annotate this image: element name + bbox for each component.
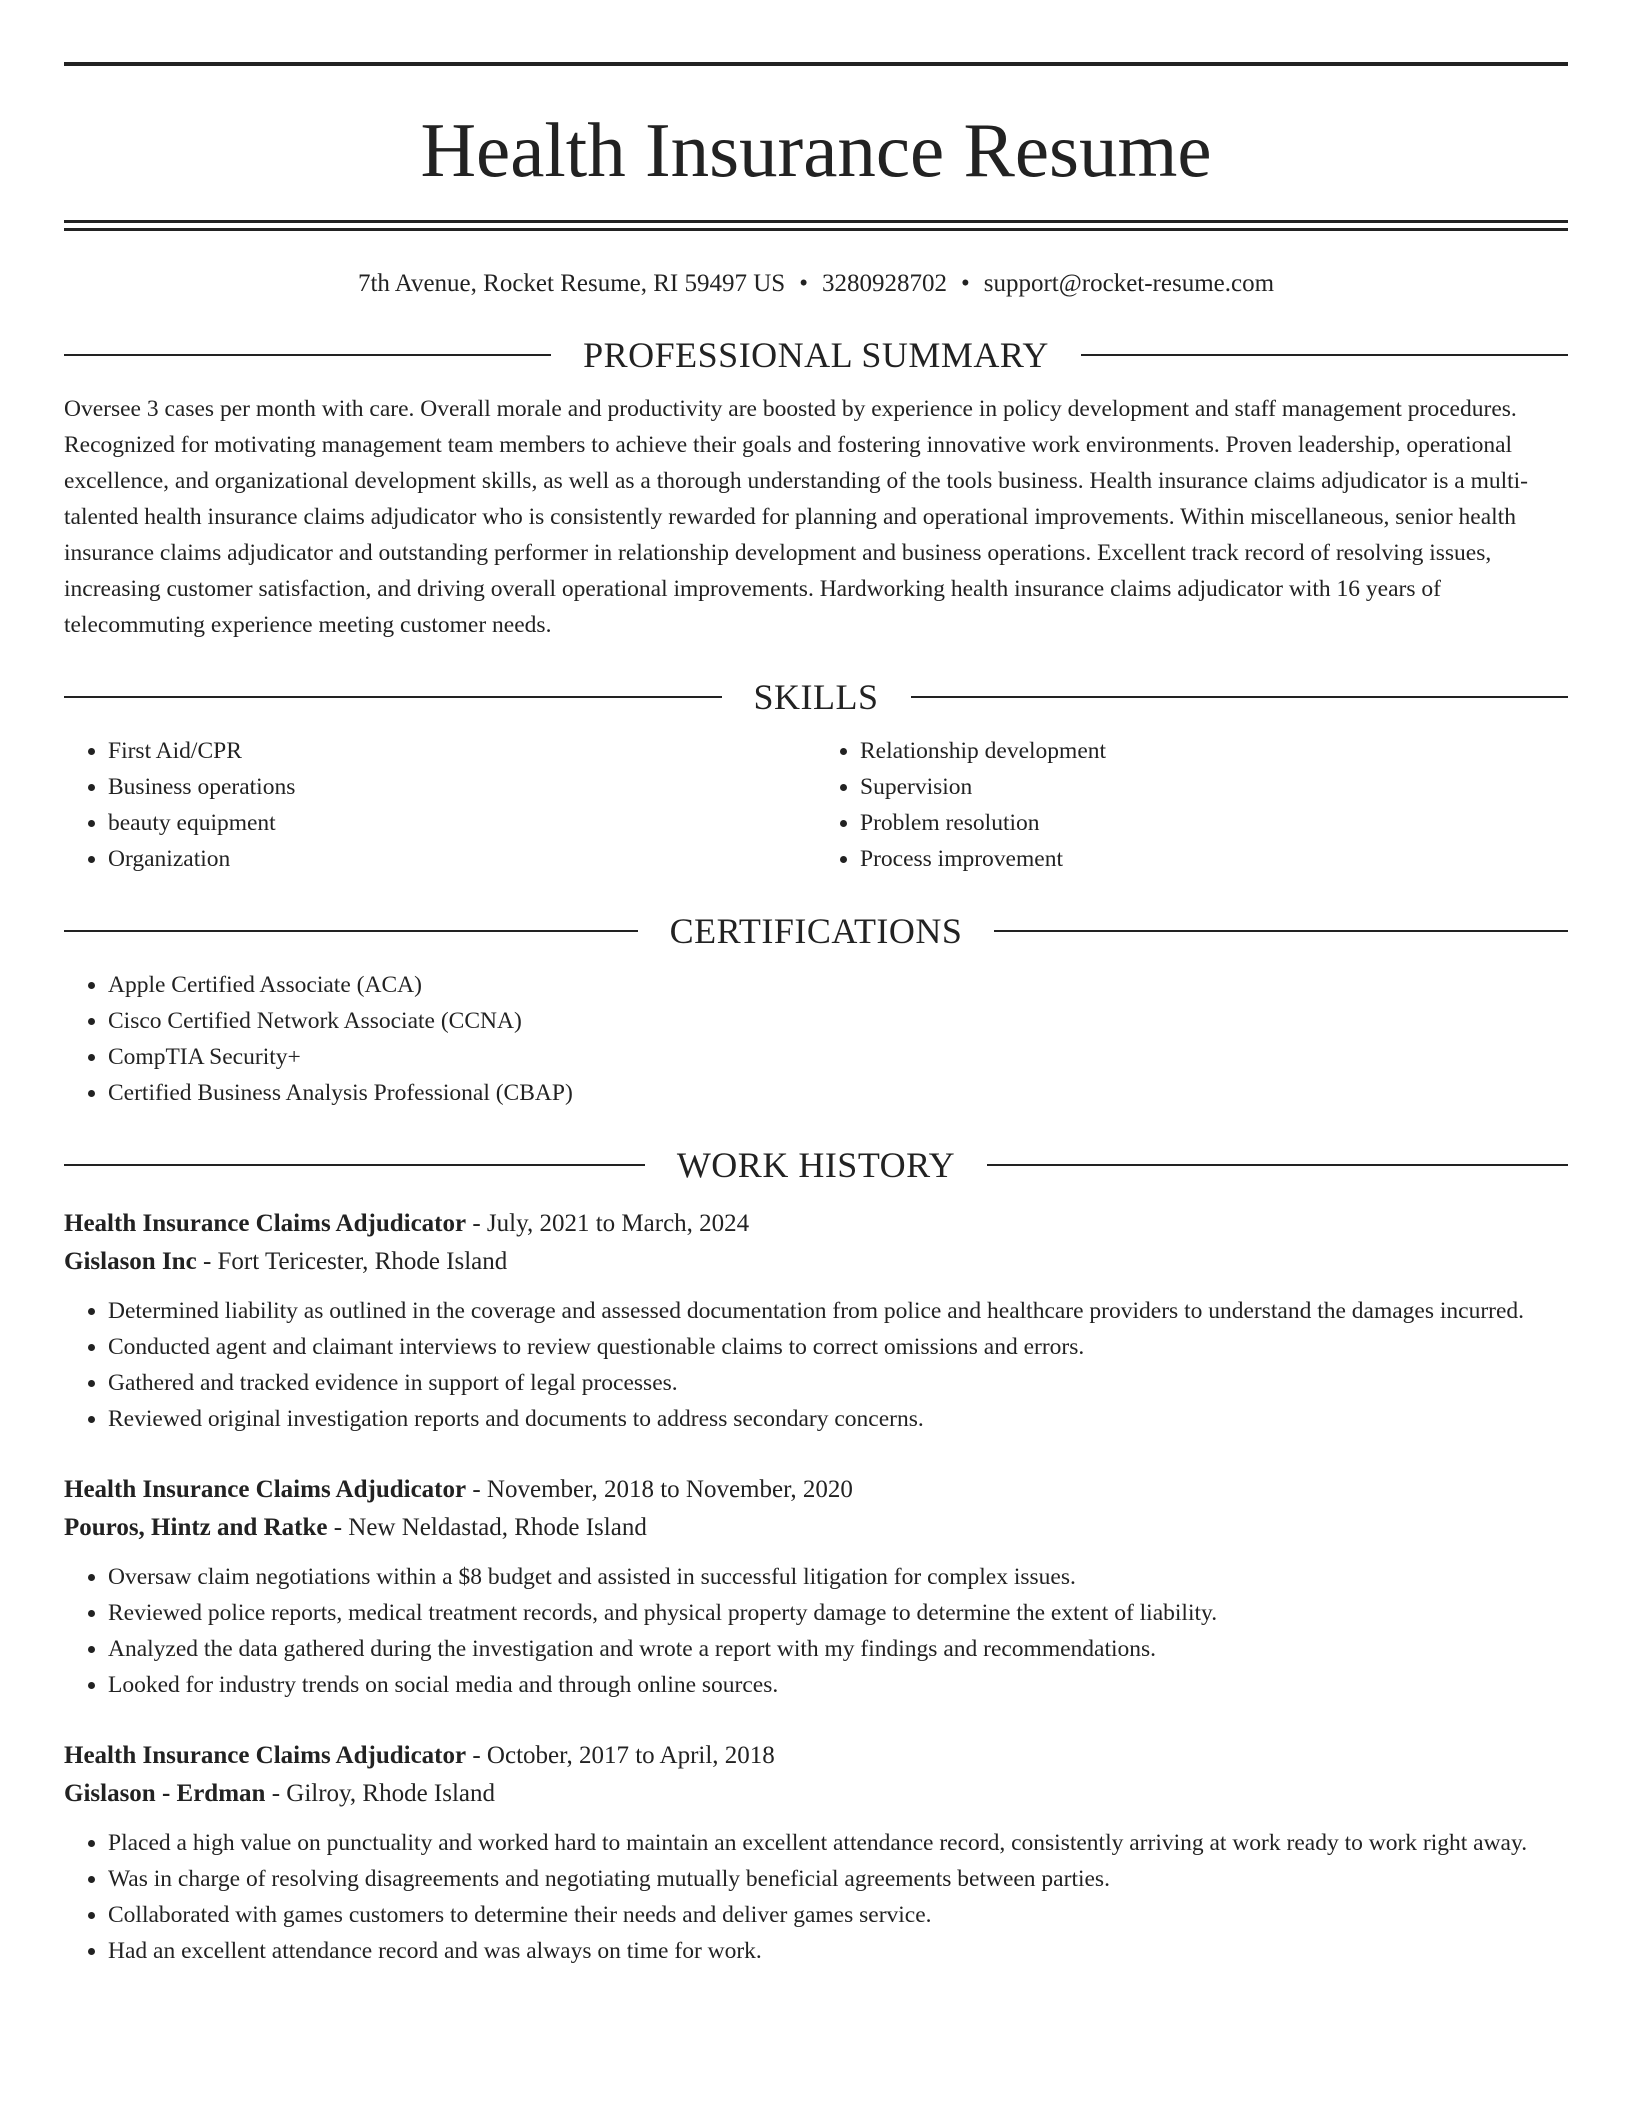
heading-rule	[911, 696, 1569, 698]
job-location: - New Neldastad, Rhode Island	[327, 1514, 647, 1541]
contact-phone: 3280928702	[821, 270, 947, 297]
contact-separator: •	[960, 270, 970, 297]
top-rule	[64, 62, 1568, 66]
skills-heading	[64, 675, 1568, 719]
skill-item: • beauty equipment	[108, 805, 816, 841]
skills-list	[64, 719, 1568, 877]
job-entry	[64, 1471, 1568, 1703]
skills-heading-text: SKILLS	[753, 677, 879, 717]
job-bullets	[64, 1825, 1568, 1969]
work-history-list	[64, 1205, 1568, 1969]
job-bullet: • Reviewed original investigation reports and documents to address secondary concerns.	[108, 1401, 1568, 1437]
heading-rule	[64, 930, 638, 932]
job-bullet: • Looked for industry trends on social media and through online sources.	[108, 1667, 1568, 1703]
job-bullet: • Placed a high value on punctuality and worked hard to maintain an excellent attendance record, consistently arriving at work ready to work right away.	[108, 1825, 1568, 1861]
job-title-line	[64, 1205, 1568, 1243]
job-title-line	[64, 1737, 1568, 1775]
certification-item: • Cisco Certified Network Associate (CCNA)	[108, 1003, 1568, 1039]
skill-item: • Business operations	[108, 769, 816, 805]
summary-heading-text: PROFESSIONAL SUMMARY	[583, 335, 1049, 375]
job-bullet: • Analyzed the data gathered during the investigation and wrote a report with my findings and recommendations.	[108, 1631, 1568, 1667]
certifications-heading-text: CERTIFICATIONS	[669, 911, 963, 951]
skill-item: • First Aid/CPR	[108, 733, 816, 769]
work-history-heading-text: WORK HISTORY	[676, 1145, 956, 1185]
job-company: Gislason Inc	[64, 1248, 197, 1275]
certification-item: • CompTIA Security+	[108, 1039, 1568, 1075]
job-title-line	[64, 1471, 1568, 1509]
heading-rule	[1081, 354, 1568, 356]
heading-rule	[64, 354, 551, 356]
contact-line	[64, 267, 1568, 301]
job-bullet: • Collaborated with games customers to determine their needs and deliver games service.	[108, 1897, 1568, 1933]
job-dates: - July, 2021 to March, 2024	[466, 1210, 750, 1237]
job-bullet: • Had an excellent attendance record and was always on time for work.	[108, 1933, 1568, 1969]
job-bullets	[64, 1293, 1568, 1437]
job-company: Gislason - Erdman	[64, 1780, 266, 1807]
heading-rule	[64, 1164, 645, 1166]
heading-rule	[987, 1164, 1568, 1166]
contact-address: 7th Avenue, Rocket Resume, RI 59497 US	[357, 270, 786, 297]
job-title: Health Insurance Claims Adjudicator	[64, 1210, 467, 1237]
job-bullet: • Reviewed police reports, medical treatment records, and physical property damage to determine the extent of liability.	[108, 1595, 1568, 1631]
job-bullet: • Oversaw claim negotiations within a $8 budget and assisted in successful litigation for complex issues.	[108, 1559, 1568, 1595]
skill-item: • Organization	[108, 841, 816, 877]
job-entry	[64, 1205, 1568, 1437]
job-entry	[64, 1737, 1568, 1969]
summary-heading	[64, 333, 1568, 377]
heading-rule	[64, 696, 722, 698]
job-bullet: • Conducted agent and claimant interviews to review questionable claims to correct omissions and errors.	[108, 1329, 1568, 1365]
skill-item: • Relationship development	[860, 733, 1568, 769]
job-title: Health Insurance Claims Adjudicator	[64, 1476, 467, 1503]
job-company-line	[64, 1775, 1568, 1813]
job-dates: - October, 2017 to April, 2018	[466, 1742, 775, 1769]
skill-item: • Process improvement	[860, 841, 1568, 877]
page-title: Health Insurance Resume	[420, 107, 1212, 193]
contact-separator: •	[799, 270, 808, 297]
job-bullet: • Gathered and tracked evidence in support of legal processes.	[108, 1365, 1568, 1401]
skills-column-left	[64, 733, 816, 877]
job-company-line	[64, 1243, 1568, 1281]
title-double-rule	[64, 220, 1568, 231]
certification-item: • Apple Certified Associate (ACA)	[108, 967, 1568, 1003]
job-location: - Gilroy, Rhode Island	[265, 1780, 496, 1807]
certifications-list	[64, 967, 1568, 1111]
contact-email: support@rocket-resume.com	[983, 270, 1275, 297]
skills-column-right	[816, 733, 1568, 877]
job-dates: - November, 2018 to November, 2020	[466, 1476, 853, 1503]
skill-item: • Supervision	[860, 769, 1568, 805]
job-bullets	[64, 1559, 1568, 1703]
job-bullet: • Determined liability as outlined in the coverage and assessed documentation from police and healthcare providers to understand the damages incurred.	[108, 1293, 1568, 1329]
job-company-line	[64, 1509, 1568, 1547]
certification-item: • Certified Business Analysis Professional (CBAP)	[108, 1075, 1568, 1111]
certifications-heading	[64, 909, 1568, 953]
job-company: Pouros, Hintz and Ratke	[64, 1514, 328, 1541]
skill-item: • Problem resolution	[860, 805, 1568, 841]
job-location: - Fort Tericester, Rhode Island	[196, 1248, 508, 1275]
summary-text: Oversee 3 cases per month with care. Overall morale and productivity are boosted by experience in policy development and staff management procedures. Recognized for motivating management team members to achieve their goals and fostering innovative work environments. Proven leadership, operational excellence, and organizational development skills, as well as a thorough understanding of the tools business. Health insurance claims adjudicator is a multi-talented health insurance claims adjudicator who is consistently rewarded for planning and operational improvements. Within miscellaneous, senior health insurance claims adjudicator and outstanding performer in relationship development and business operations. Excellent track record of resolving issues, increasing customer satisfaction, and driving overall operational improvements. Hardworking health insurance claims adjudicator with 16 years of telecommuting experience meeting customer needs.	[64, 396, 1529, 638]
work-history-heading	[64, 1143, 1568, 1187]
job-bullet: • Was in charge of resolving disagreements and negotiating mutually beneficial agreements between parties.	[108, 1861, 1568, 1897]
heading-rule	[994, 930, 1568, 932]
job-title: Health Insurance Claims Adjudicator	[64, 1742, 467, 1769]
